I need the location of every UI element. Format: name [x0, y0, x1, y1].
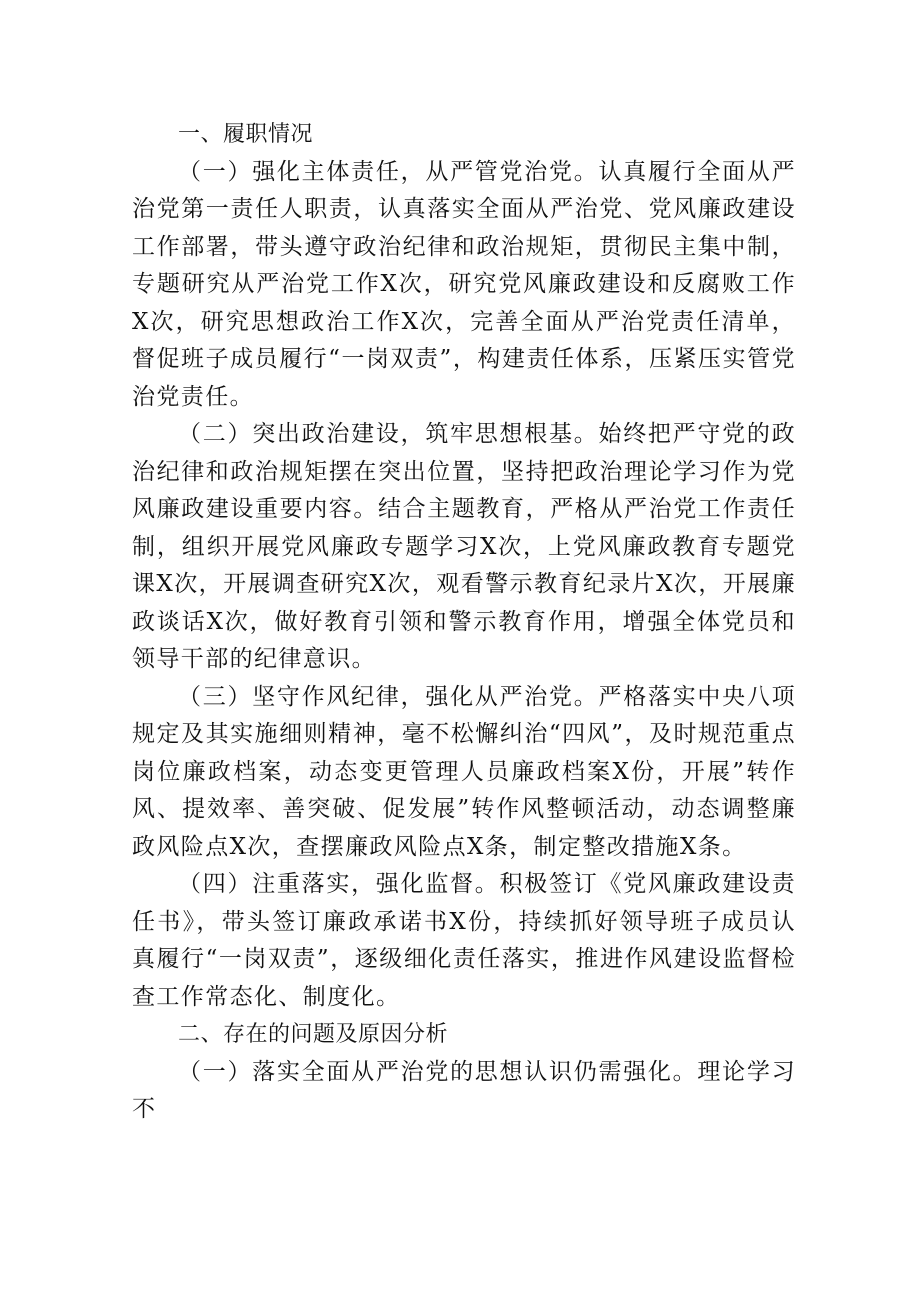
paragraph-ideological-awareness: （一）落实全面从严治党的思想认识仍需强化。理论学习不: [132, 1058, 796, 1122]
paragraph-supervision: （四）注重落实，强化监督。积极签订《党风廉政建设责任书》，带头签订廉政承诺书X份，持续抓好领导班子成员认真履行“一岗双责”，逐级细化责任落实，推进作风建设监督检查工作常态化、制度化。: [132, 871, 796, 1010]
document-body: [132, 116, 796, 1129]
section-heading-performance: 一、履职情况: [178, 122, 314, 147]
paragraph-work-style: （三）坚守作风纪律，强化从严治党。严格落实中央八项规定及其实施细则精神，毫不松懈纠治“四风”，及时规范重点岗位廉政档案，动态变更管理人员廉政档案X份，开展”转作风、提效率、善突破、促发展”转作风整顿活动，动态调整廉政风险点X次，查摆廉政风险点X条，制定整改措施X条。: [132, 683, 796, 860]
paragraph-responsibility: （一）强化主体责任，从严管党治党。认真履行全面从严治党第一责任人职责，认真落实全面从严治党、党风廉政建设工作部署，带头遵守政治纪律和政治规矩，贯彻民主集中制，专题研究从严治党工作X次，研究党风廉政建设和反腐败工作X次，研究思想政治工作X次，完善全面从严治党责任清单，督促班子成员履行“一岗双责”，构建责任体系，压紧压实管党治党责任。: [132, 158, 796, 410]
paragraph-political-building: （二）突出政治建设，筑牢思想根基。始终把严守党的政治纪律和政治规矩摆在突出位置，坚持把政治理论学习作为党风廉政建设重要内容。结合主题教育，严格从严治党工作责任制，组织开展党风廉政专题学习X次，上党风廉政教育专题党课X次，开展调查研究X次，观看警示教育纪录片X次，开展廉政谈话X次，做好教育引领和警示教育作用，增强全体党员和领导干部的纪律意识。: [132, 421, 796, 672]
section-heading-problems: 二、存在的问题及原因分析: [178, 1022, 449, 1047]
